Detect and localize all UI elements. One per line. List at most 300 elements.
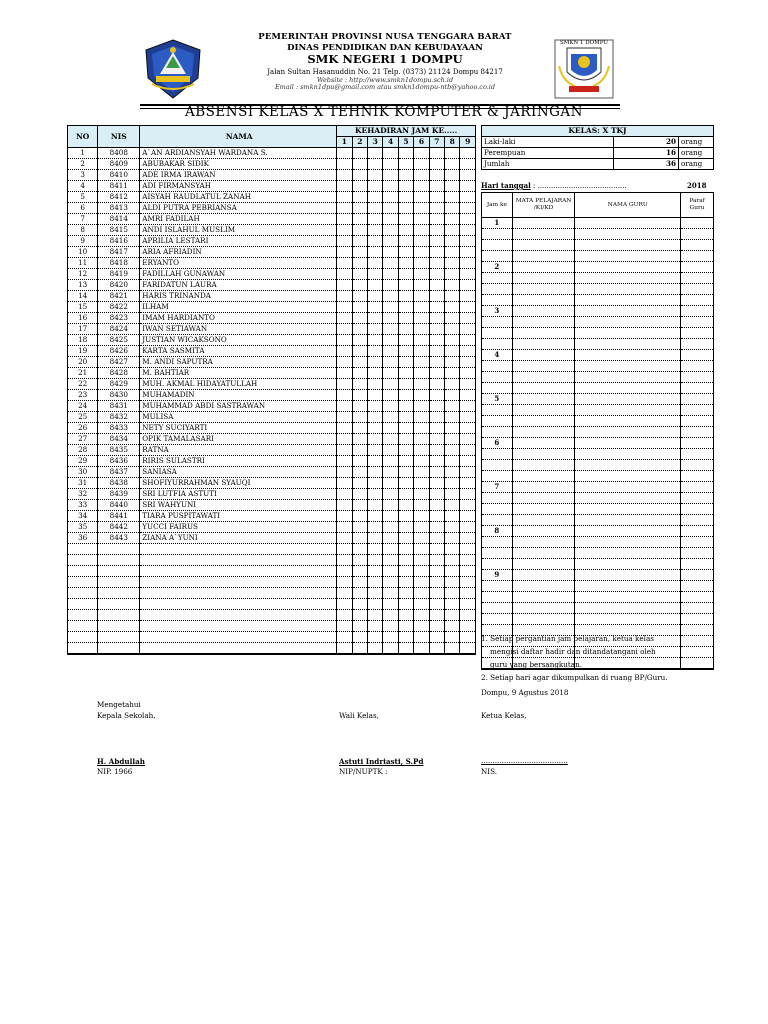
- attendance-cell[interactable]: [352, 467, 367, 478]
- attendance-cell[interactable]: [414, 148, 429, 159]
- signature-cell[interactable]: [681, 284, 714, 295]
- attendance-cell[interactable]: [445, 577, 460, 588]
- attendance-cell[interactable]: [337, 632, 352, 643]
- attendance-cell[interactable]: [337, 346, 352, 357]
- teacher-name-cell[interactable]: [575, 449, 681, 460]
- attendance-cell[interactable]: [337, 599, 352, 610]
- attendance-cell[interactable]: [445, 511, 460, 522]
- attendance-cell[interactable]: [445, 203, 460, 214]
- teacher-name-cell[interactable]: [575, 383, 681, 394]
- signature-cell[interactable]: [681, 460, 714, 471]
- subject-cell[interactable]: [512, 361, 575, 372]
- attendance-cell[interactable]: [414, 357, 429, 368]
- attendance-cell[interactable]: [414, 291, 429, 302]
- attendance-cell[interactable]: [337, 203, 352, 214]
- attendance-cell[interactable]: [398, 588, 413, 599]
- attendance-cell[interactable]: [352, 214, 367, 225]
- attendance-cell[interactable]: [368, 346, 383, 357]
- attendance-cell[interactable]: [429, 214, 444, 225]
- attendance-cell[interactable]: [337, 335, 352, 346]
- subject-cell[interactable]: [512, 592, 575, 603]
- subject-cell[interactable]: [512, 515, 575, 526]
- teacher-name-cell[interactable]: [575, 526, 681, 537]
- attendance-cell[interactable]: [460, 148, 476, 159]
- attendance-cell[interactable]: [460, 412, 476, 423]
- attendance-cell[interactable]: [414, 467, 429, 478]
- subject-cell[interactable]: [512, 449, 575, 460]
- attendance-cell[interactable]: [352, 379, 367, 390]
- attendance-cell[interactable]: [368, 566, 383, 577]
- attendance-cell[interactable]: [445, 434, 460, 445]
- attendance-cell[interactable]: [445, 610, 460, 621]
- attendance-cell[interactable]: [337, 247, 352, 258]
- attendance-cell[interactable]: [414, 533, 429, 544]
- attendance-cell[interactable]: [352, 357, 367, 368]
- attendance-cell[interactable]: [368, 379, 383, 390]
- attendance-cell[interactable]: [445, 357, 460, 368]
- attendance-cell[interactable]: [414, 511, 429, 522]
- attendance-cell[interactable]: [429, 577, 444, 588]
- attendance-cell[interactable]: [445, 192, 460, 203]
- attendance-cell[interactable]: [398, 412, 413, 423]
- attendance-cell[interactable]: [460, 247, 476, 258]
- attendance-cell[interactable]: [337, 566, 352, 577]
- attendance-cell[interactable]: [368, 159, 383, 170]
- attendance-cell[interactable]: [414, 313, 429, 324]
- attendance-cell[interactable]: [352, 390, 367, 401]
- attendance-cell[interactable]: [337, 478, 352, 489]
- attendance-cell[interactable]: [352, 621, 367, 632]
- attendance-cell[interactable]: [460, 379, 476, 390]
- attendance-cell[interactable]: [383, 588, 398, 599]
- attendance-cell[interactable]: [429, 203, 444, 214]
- attendance-cell[interactable]: [445, 324, 460, 335]
- attendance-cell[interactable]: [414, 269, 429, 280]
- attendance-cell[interactable]: [352, 401, 367, 412]
- attendance-cell[interactable]: [368, 643, 383, 655]
- attendance-cell[interactable]: [352, 159, 367, 170]
- subject-cell[interactable]: [512, 383, 575, 394]
- attendance-cell[interactable]: [429, 269, 444, 280]
- attendance-cell[interactable]: [460, 225, 476, 236]
- attendance-cell[interactable]: [460, 203, 476, 214]
- attendance-cell[interactable]: [383, 500, 398, 511]
- signature-cell[interactable]: [681, 438, 714, 449]
- attendance-cell[interactable]: [337, 577, 352, 588]
- attendance-cell[interactable]: [398, 522, 413, 533]
- attendance-cell[interactable]: [352, 368, 367, 379]
- attendance-cell[interactable]: [352, 588, 367, 599]
- attendance-cell[interactable]: [414, 225, 429, 236]
- attendance-cell[interactable]: [337, 643, 352, 655]
- subject-cell[interactable]: [512, 229, 575, 240]
- signature-cell[interactable]: [681, 262, 714, 273]
- attendance-cell[interactable]: [460, 269, 476, 280]
- attendance-cell[interactable]: [383, 181, 398, 192]
- subject-cell[interactable]: [512, 493, 575, 504]
- attendance-cell[interactable]: [414, 478, 429, 489]
- attendance-cell[interactable]: [337, 291, 352, 302]
- attendance-cell[interactable]: [368, 445, 383, 456]
- subject-cell[interactable]: [512, 394, 575, 405]
- attendance-cell[interactable]: [414, 247, 429, 258]
- attendance-cell[interactable]: [368, 500, 383, 511]
- attendance-cell[interactable]: [445, 555, 460, 566]
- attendance-cell[interactable]: [368, 335, 383, 346]
- attendance-cell[interactable]: [414, 434, 429, 445]
- attendance-cell[interactable]: [429, 500, 444, 511]
- attendance-cell[interactable]: [398, 643, 413, 655]
- attendance-cell[interactable]: [398, 247, 413, 258]
- attendance-cell[interactable]: [460, 632, 476, 643]
- attendance-cell[interactable]: [337, 456, 352, 467]
- attendance-cell[interactable]: [429, 368, 444, 379]
- attendance-cell[interactable]: [398, 335, 413, 346]
- attendance-cell[interactable]: [383, 412, 398, 423]
- attendance-cell[interactable]: [398, 291, 413, 302]
- attendance-cell[interactable]: [383, 203, 398, 214]
- subject-cell[interactable]: [512, 603, 575, 614]
- attendance-cell[interactable]: [445, 456, 460, 467]
- attendance-cell[interactable]: [383, 390, 398, 401]
- attendance-cell[interactable]: [398, 566, 413, 577]
- attendance-cell[interactable]: [445, 423, 460, 434]
- attendance-cell[interactable]: [445, 313, 460, 324]
- attendance-cell[interactable]: [368, 610, 383, 621]
- attendance-cell[interactable]: [383, 214, 398, 225]
- attendance-cell[interactable]: [383, 599, 398, 610]
- attendance-cell[interactable]: [337, 324, 352, 335]
- attendance-cell[interactable]: [337, 500, 352, 511]
- attendance-cell[interactable]: [352, 280, 367, 291]
- attendance-cell[interactable]: [429, 489, 444, 500]
- attendance-cell[interactable]: [429, 247, 444, 258]
- attendance-cell[interactable]: [460, 500, 476, 511]
- signature-cell[interactable]: [681, 383, 714, 394]
- attendance-cell[interactable]: [414, 632, 429, 643]
- attendance-cell[interactable]: [414, 643, 429, 655]
- attendance-cell[interactable]: [460, 610, 476, 621]
- attendance-cell[interactable]: [445, 181, 460, 192]
- attendance-cell[interactable]: [429, 511, 444, 522]
- attendance-cell[interactable]: [460, 401, 476, 412]
- attendance-cell[interactable]: [398, 192, 413, 203]
- signature-cell[interactable]: [681, 581, 714, 592]
- teacher-name-cell[interactable]: [575, 559, 681, 570]
- attendance-cell[interactable]: [445, 544, 460, 555]
- attendance-cell[interactable]: [398, 533, 413, 544]
- attendance-cell[interactable]: [429, 324, 444, 335]
- signature-cell[interactable]: [681, 515, 714, 526]
- attendance-cell[interactable]: [414, 170, 429, 181]
- attendance-cell[interactable]: [352, 544, 367, 555]
- attendance-cell[interactable]: [337, 533, 352, 544]
- attendance-cell[interactable]: [398, 379, 413, 390]
- attendance-cell[interactable]: [337, 302, 352, 313]
- attendance-cell[interactable]: [368, 544, 383, 555]
- subject-cell[interactable]: [512, 372, 575, 383]
- attendance-cell[interactable]: [460, 280, 476, 291]
- signature-cell[interactable]: [681, 229, 714, 240]
- attendance-cell[interactable]: [445, 236, 460, 247]
- attendance-cell[interactable]: [383, 533, 398, 544]
- attendance-cell[interactable]: [460, 368, 476, 379]
- attendance-cell[interactable]: [414, 522, 429, 533]
- attendance-cell[interactable]: [383, 544, 398, 555]
- attendance-cell[interactable]: [368, 280, 383, 291]
- attendance-cell[interactable]: [414, 544, 429, 555]
- attendance-cell[interactable]: [383, 478, 398, 489]
- attendance-cell[interactable]: [460, 181, 476, 192]
- attendance-cell[interactable]: [460, 313, 476, 324]
- attendance-cell[interactable]: [429, 280, 444, 291]
- attendance-cell[interactable]: [460, 544, 476, 555]
- attendance-cell[interactable]: [383, 280, 398, 291]
- attendance-cell[interactable]: [429, 313, 444, 324]
- signature-cell[interactable]: [681, 295, 714, 306]
- attendance-cell[interactable]: [460, 522, 476, 533]
- teacher-name-cell[interactable]: [575, 295, 681, 306]
- attendance-cell[interactable]: [383, 236, 398, 247]
- attendance-cell[interactable]: [352, 192, 367, 203]
- attendance-cell[interactable]: [414, 621, 429, 632]
- teacher-name-cell[interactable]: [575, 548, 681, 559]
- attendance-cell[interactable]: [368, 632, 383, 643]
- attendance-cell[interactable]: [337, 544, 352, 555]
- teacher-name-cell[interactable]: [575, 273, 681, 284]
- attendance-cell[interactable]: [460, 335, 476, 346]
- attendance-cell[interactable]: [398, 236, 413, 247]
- attendance-cell[interactable]: [352, 170, 367, 181]
- teacher-name-cell[interactable]: [575, 284, 681, 295]
- attendance-cell[interactable]: [429, 412, 444, 423]
- attendance-cell[interactable]: [414, 610, 429, 621]
- attendance-cell[interactable]: [429, 478, 444, 489]
- attendance-cell[interactable]: [352, 247, 367, 258]
- attendance-cell[interactable]: [398, 368, 413, 379]
- attendance-cell[interactable]: [352, 258, 367, 269]
- attendance-cell[interactable]: [429, 148, 444, 159]
- signature-cell[interactable]: [681, 317, 714, 328]
- attendance-cell[interactable]: [368, 313, 383, 324]
- attendance-cell[interactable]: [445, 170, 460, 181]
- teacher-name-cell[interactable]: [575, 372, 681, 383]
- signature-cell[interactable]: [681, 361, 714, 372]
- subject-cell[interactable]: [512, 537, 575, 548]
- attendance-cell[interactable]: [368, 577, 383, 588]
- attendance-cell[interactable]: [383, 247, 398, 258]
- attendance-cell[interactable]: [368, 269, 383, 280]
- attendance-cell[interactable]: [337, 379, 352, 390]
- signature-cell[interactable]: [681, 526, 714, 537]
- subject-cell[interactable]: [512, 427, 575, 438]
- attendance-cell[interactable]: [398, 258, 413, 269]
- attendance-cell[interactable]: [383, 225, 398, 236]
- teacher-name-cell[interactable]: [575, 603, 681, 614]
- attendance-cell[interactable]: [429, 181, 444, 192]
- signature-cell[interactable]: [681, 405, 714, 416]
- attendance-cell[interactable]: [352, 555, 367, 566]
- attendance-cell[interactable]: [352, 566, 367, 577]
- attendance-cell[interactable]: [352, 533, 367, 544]
- attendance-cell[interactable]: [368, 390, 383, 401]
- teacher-name-cell[interactable]: [575, 262, 681, 273]
- attendance-cell[interactable]: [460, 577, 476, 588]
- attendance-cell[interactable]: [383, 610, 398, 621]
- attendance-cell[interactable]: [414, 445, 429, 456]
- attendance-cell[interactable]: [352, 236, 367, 247]
- attendance-cell[interactable]: [429, 170, 444, 181]
- attendance-cell[interactable]: [383, 335, 398, 346]
- teacher-name-cell[interactable]: [575, 592, 681, 603]
- teacher-name-cell[interactable]: [575, 339, 681, 350]
- attendance-cell[interactable]: [383, 566, 398, 577]
- attendance-cell[interactable]: [368, 302, 383, 313]
- teacher-name-cell[interactable]: [575, 317, 681, 328]
- attendance-cell[interactable]: [337, 357, 352, 368]
- signature-cell[interactable]: [681, 394, 714, 405]
- attendance-cell[interactable]: [383, 368, 398, 379]
- attendance-cell[interactable]: [337, 181, 352, 192]
- attendance-cell[interactable]: [383, 269, 398, 280]
- attendance-cell[interactable]: [414, 555, 429, 566]
- signature-cell[interactable]: [681, 449, 714, 460]
- attendance-cell[interactable]: [352, 522, 367, 533]
- signature-cell[interactable]: [681, 570, 714, 581]
- attendance-cell[interactable]: [414, 346, 429, 357]
- attendance-cell[interactable]: [337, 467, 352, 478]
- attendance-cell[interactable]: [460, 599, 476, 610]
- attendance-cell[interactable]: [383, 643, 398, 655]
- attendance-cell[interactable]: [352, 346, 367, 357]
- attendance-cell[interactable]: [383, 357, 398, 368]
- attendance-cell[interactable]: [352, 456, 367, 467]
- attendance-cell[interactable]: [429, 632, 444, 643]
- attendance-cell[interactable]: [398, 390, 413, 401]
- attendance-cell[interactable]: [429, 544, 444, 555]
- attendance-cell[interactable]: [337, 280, 352, 291]
- attendance-cell[interactable]: [383, 148, 398, 159]
- attendance-cell[interactable]: [460, 357, 476, 368]
- attendance-cell[interactable]: [414, 302, 429, 313]
- attendance-cell[interactable]: [368, 467, 383, 478]
- attendance-cell[interactable]: [460, 434, 476, 445]
- attendance-cell[interactable]: [445, 148, 460, 159]
- attendance-cell[interactable]: [368, 170, 383, 181]
- attendance-cell[interactable]: [368, 357, 383, 368]
- subject-cell[interactable]: [512, 295, 575, 306]
- signature-cell[interactable]: [681, 273, 714, 284]
- attendance-cell[interactable]: [460, 588, 476, 599]
- attendance-cell[interactable]: [460, 159, 476, 170]
- attendance-cell[interactable]: [445, 379, 460, 390]
- attendance-cell[interactable]: [337, 390, 352, 401]
- attendance-cell[interactable]: [337, 214, 352, 225]
- attendance-cell[interactable]: [460, 324, 476, 335]
- attendance-cell[interactable]: [414, 390, 429, 401]
- attendance-cell[interactable]: [460, 456, 476, 467]
- attendance-cell[interactable]: [414, 324, 429, 335]
- attendance-cell[interactable]: [383, 632, 398, 643]
- attendance-cell[interactable]: [414, 599, 429, 610]
- attendance-cell[interactable]: [398, 346, 413, 357]
- attendance-cell[interactable]: [398, 434, 413, 445]
- attendance-cell[interactable]: [429, 390, 444, 401]
- attendance-cell[interactable]: [398, 544, 413, 555]
- subject-cell[interactable]: [512, 438, 575, 449]
- attendance-cell[interactable]: [414, 456, 429, 467]
- attendance-cell[interactable]: [460, 467, 476, 478]
- signature-cell[interactable]: [681, 328, 714, 339]
- attendance-cell[interactable]: [383, 489, 398, 500]
- attendance-cell[interactable]: [352, 599, 367, 610]
- attendance-cell[interactable]: [414, 203, 429, 214]
- attendance-cell[interactable]: [398, 170, 413, 181]
- attendance-cell[interactable]: [445, 489, 460, 500]
- subject-cell[interactable]: [512, 240, 575, 251]
- attendance-cell[interactable]: [398, 401, 413, 412]
- attendance-cell[interactable]: [445, 302, 460, 313]
- attendance-cell[interactable]: [352, 291, 367, 302]
- teacher-name-cell[interactable]: [575, 515, 681, 526]
- attendance-cell[interactable]: [383, 445, 398, 456]
- attendance-cell[interactable]: [383, 522, 398, 533]
- attendance-cell[interactable]: [398, 269, 413, 280]
- attendance-cell[interactable]: [337, 269, 352, 280]
- signature-cell[interactable]: [681, 482, 714, 493]
- attendance-cell[interactable]: [337, 170, 352, 181]
- attendance-cell[interactable]: [383, 324, 398, 335]
- attendance-cell[interactable]: [445, 401, 460, 412]
- attendance-cell[interactable]: [337, 522, 352, 533]
- attendance-cell[interactable]: [368, 489, 383, 500]
- attendance-cell[interactable]: [352, 511, 367, 522]
- attendance-cell[interactable]: [445, 159, 460, 170]
- attendance-cell[interactable]: [460, 291, 476, 302]
- attendance-cell[interactable]: [460, 192, 476, 203]
- attendance-cell[interactable]: [383, 456, 398, 467]
- attendance-cell[interactable]: [429, 456, 444, 467]
- attendance-cell[interactable]: [414, 368, 429, 379]
- attendance-cell[interactable]: [383, 192, 398, 203]
- attendance-cell[interactable]: [398, 445, 413, 456]
- subject-cell[interactable]: [512, 405, 575, 416]
- attendance-cell[interactable]: [445, 588, 460, 599]
- subject-cell[interactable]: [512, 306, 575, 317]
- attendance-cell[interactable]: [445, 566, 460, 577]
- attendance-cell[interactable]: [352, 489, 367, 500]
- attendance-cell[interactable]: [337, 148, 352, 159]
- attendance-cell[interactable]: [429, 401, 444, 412]
- attendance-cell[interactable]: [429, 379, 444, 390]
- attendance-cell[interactable]: [352, 577, 367, 588]
- teacher-name-cell[interactable]: [575, 350, 681, 361]
- signature-cell[interactable]: [681, 416, 714, 427]
- attendance-cell[interactable]: [445, 291, 460, 302]
- attendance-cell[interactable]: [429, 621, 444, 632]
- teacher-name-cell[interactable]: [575, 427, 681, 438]
- attendance-cell[interactable]: [368, 456, 383, 467]
- attendance-cell[interactable]: [368, 522, 383, 533]
- subject-cell[interactable]: [512, 317, 575, 328]
- attendance-cell[interactable]: [337, 225, 352, 236]
- attendance-cell[interactable]: [429, 159, 444, 170]
- attendance-cell[interactable]: [337, 258, 352, 269]
- attendance-cell[interactable]: [352, 302, 367, 313]
- attendance-cell[interactable]: [445, 500, 460, 511]
- subject-cell[interactable]: [512, 339, 575, 350]
- attendance-cell[interactable]: [460, 621, 476, 632]
